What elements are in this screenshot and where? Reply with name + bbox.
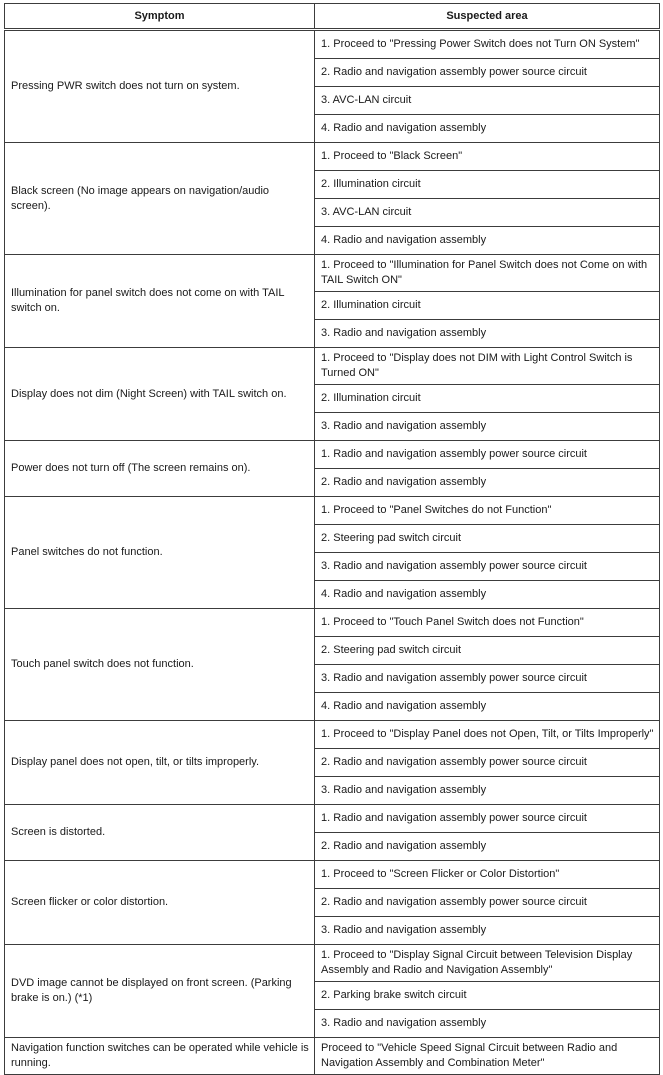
suspected-area-cell: 1. Proceed to "Screen Flicker or Color Distortion": [315, 861, 660, 889]
suspected-area-cell: 1. Proceed to "Pressing Power Switch does not Turn ON System": [315, 30, 660, 59]
table-body: [5, 30, 660, 1075]
suspected-area-cell: 3. Radio and navigation assembly: [315, 413, 660, 441]
suspected-area-cell: 1. Proceed to "Touch Panel Switch does not Function": [315, 609, 660, 637]
suspected-area-cell: 2. Steering pad switch circuit: [315, 525, 660, 553]
symptom-cell: Pressing PWR switch does not turn on system.: [5, 30, 315, 143]
suspected-area-cell: 1. Proceed to "Display does not DIM with Light Control Switch is Turned ON": [315, 348, 660, 385]
suspected-area-cell: 1. Radio and navigation assembly power source circuit: [315, 805, 660, 833]
suspected-area-cell: 3. Radio and navigation assembly: [315, 320, 660, 348]
suspected-area-cell: 1. Proceed to "Black Screen": [315, 143, 660, 171]
table-row: [5, 945, 660, 982]
suspected-area-cell: 4. Radio and navigation assembly: [315, 115, 660, 143]
suspected-area-cell: 3. Radio and navigation assembly: [315, 917, 660, 945]
symptom-cell: Display does not dim (Night Screen) with TAIL switch on.: [5, 348, 315, 441]
table-row: [5, 805, 660, 833]
suspected-area-cell: 2. Radio and navigation assembly power source circuit: [315, 889, 660, 917]
table-row: [5, 30, 660, 59]
suspected-area-cell: 1. Radio and navigation assembly power source circuit: [315, 441, 660, 469]
suspected-area-cell: 3. Radio and navigation assembly: [315, 777, 660, 805]
table-row: [5, 255, 660, 292]
column-header-symptom: Symptom: [5, 4, 315, 30]
table-row: [5, 721, 660, 749]
symptom-cell: DVD image cannot be displayed on front screen. (Parking brake is on.) (*1): [5, 945, 315, 1038]
symptom-cell: Screen flicker or color distortion.: [5, 861, 315, 945]
suspected-area-cell: 2. Illumination circuit: [315, 385, 660, 413]
suspected-area-cell: 4. Radio and navigation assembly: [315, 693, 660, 721]
table-row: [5, 497, 660, 525]
symptom-cell: Panel switches do not function.: [5, 497, 315, 609]
table-row: [5, 1038, 660, 1075]
suspected-area-cell: 1. Proceed to "Display Panel does not Open, Tilt, or Tilts Improperly": [315, 721, 660, 749]
suspected-area-cell: 3. AVC-LAN circuit: [315, 87, 660, 115]
suspected-area-cell: 1. Proceed to "Display Signal Circuit between Television Display Assembly and Radio and Navigation Assembly": [315, 945, 660, 982]
suspected-area-cell: 3. Radio and navigation assembly: [315, 1010, 660, 1038]
suspected-area-cell: Proceed to "Vehicle Speed Signal Circuit between Radio and Navigation Assembly and Combination Meter": [315, 1038, 660, 1075]
suspected-area-cell: 2. Steering pad switch circuit: [315, 637, 660, 665]
suspected-area-cell: 1. Proceed to "Illumination for Panel Switch does not Come on with TAIL Switch ON": [315, 255, 660, 292]
suspected-area-cell: 2. Illumination circuit: [315, 171, 660, 199]
table-row: [5, 609, 660, 637]
table-row: [5, 143, 660, 171]
suspected-area-cell: 1. Proceed to "Panel Switches do not Function": [315, 497, 660, 525]
suspected-area-cell: 2. Illumination circuit: [315, 292, 660, 320]
suspected-area-cell: 3. AVC-LAN circuit: [315, 199, 660, 227]
table-row: [5, 348, 660, 385]
symptom-cell: Power does not turn off (The screen remains on).: [5, 441, 315, 497]
column-header-suspected-area: Suspected area: [315, 4, 660, 30]
suspected-area-cell: 2. Radio and navigation assembly: [315, 469, 660, 497]
symptom-cell: Screen is distorted.: [5, 805, 315, 861]
symptom-cell: Black screen (No image appears on navigation/audio screen).: [5, 143, 315, 255]
symptom-cell: Touch panel switch does not function.: [5, 609, 315, 721]
diagnostic-symptom-table: [4, 3, 660, 1075]
suspected-area-cell: 2. Radio and navigation assembly power source circuit: [315, 59, 660, 87]
symptom-cell: Display panel does not open, tilt, or tilts improperly.: [5, 721, 315, 805]
header-row: [5, 4, 660, 30]
suspected-area-cell: 4. Radio and navigation assembly: [315, 581, 660, 609]
symptom-cell: Illumination for panel switch does not come on with TAIL switch on.: [5, 255, 315, 348]
symptom-cell: Navigation function switches can be operated while vehicle is running.: [5, 1038, 315, 1075]
suspected-area-cell: 2. Radio and navigation assembly power source circuit: [315, 749, 660, 777]
table-row: [5, 861, 660, 889]
suspected-area-cell: 2. Radio and navigation assembly: [315, 833, 660, 861]
suspected-area-cell: 2. Parking brake switch circuit: [315, 982, 660, 1010]
table-row: [5, 441, 660, 469]
table-header: [5, 4, 660, 30]
suspected-area-cell: 4. Radio and navigation assembly: [315, 227, 660, 255]
suspected-area-cell: 3. Radio and navigation assembly power source circuit: [315, 553, 660, 581]
suspected-area-cell: 3. Radio and navigation assembly power source circuit: [315, 665, 660, 693]
